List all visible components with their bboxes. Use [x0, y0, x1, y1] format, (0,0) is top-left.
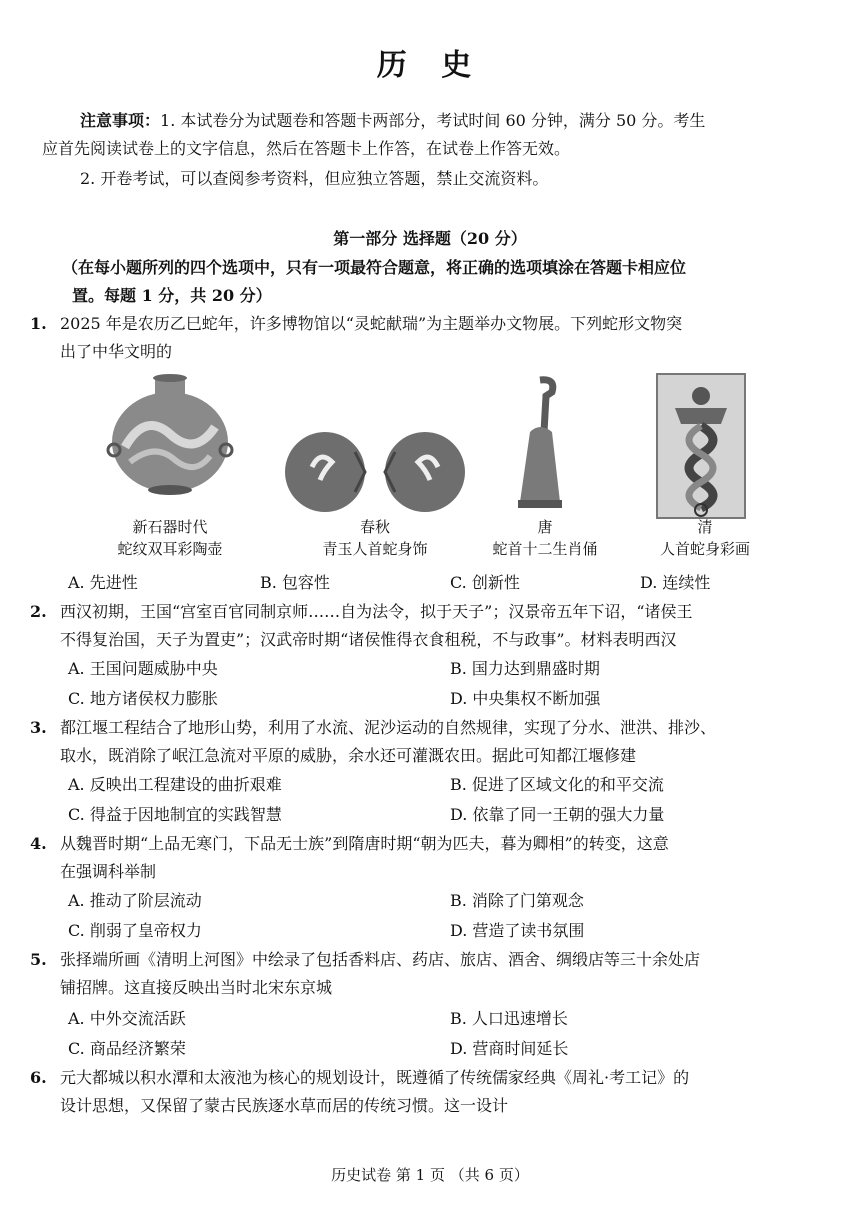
option-a[interactable]: A. 反映出工程建设的曲折艰难 [68, 775, 282, 794]
caption-period: 清 [697, 518, 713, 536]
option-b[interactable]: B. 促进了区域文化的和平交流 [450, 775, 664, 794]
artifact-caption-1 [60, 516, 280, 560]
question-number: 3. [30, 718, 47, 737]
zodiac-figurine-image [500, 372, 580, 512]
caption-name: 蛇纹双耳彩陶壶 [117, 540, 223, 558]
question-stem-cont: 在强调科举制 [60, 862, 157, 881]
serpent-painting-image [655, 372, 747, 520]
question-stem: 西汉初期，王国“宫室百官同制京师……自为法令，拟于天子”；汉景帝五年下诏，“诸侯王 [60, 602, 693, 621]
option-a[interactable]: A. 中外交流活跃 [68, 1009, 186, 1028]
caption-name: 人首蛇身彩画 [659, 540, 750, 558]
option-c[interactable]: C. 商品经济繁荣 [68, 1039, 186, 1058]
notice-item1a: 1. 本试卷分为试题卷和答题卡两部分，考试时间 60 分钟，满分 50 分。考生 [160, 111, 706, 130]
artifact-caption-2 [270, 516, 480, 560]
question-number: 6. [30, 1068, 47, 1087]
artifact-caption-4 [620, 516, 790, 560]
option-b[interactable]: B. 国力达到鼎盛时期 [450, 659, 600, 678]
option-d[interactable]: D. 中央集权不断加强 [450, 689, 601, 708]
question-stem-cont: 铺招牌。这直接反映出当时北宋东京城 [60, 978, 333, 997]
question-stem: 张择端所画《清明上河图》中绘录了包括香料店、药店、旅店、酒舍、绸缎店等三十余处店 [60, 950, 701, 969]
option-d[interactable]: D. 营商时间延长 [450, 1039, 569, 1058]
question-5 [30, 946, 830, 1002]
option-c[interactable]: C. 削弱了皇帝权力 [68, 921, 202, 940]
question-stem: 从魏晋时期“上品无寒门，下品无士族”到隋唐时期“朝为匹夫，暮为卿相”的转变，这意 [60, 834, 669, 853]
question-4 [30, 830, 830, 886]
option-a[interactable]: A. 先进性 [68, 573, 138, 592]
question-stem-cont: 不得复治国，天子为置吏”；汉武帝时期“诸侯惟得衣食租税，不与政事”。材料表明西汉 [60, 630, 677, 649]
caption-period: 唐 [537, 518, 553, 536]
question-number: 1. [30, 314, 47, 333]
question-3 [30, 714, 830, 770]
section-instruction-1: （在每小题所列的四个选项中，只有一项最符合题意，将正确的选项填涂在答题卡相应位 [62, 258, 687, 277]
artifact-figures [60, 372, 820, 572]
section-instruction-2: 置。每题 1 分，共 20 分） [72, 286, 272, 305]
question-6 [30, 1064, 830, 1120]
question-stem: 元大都城以积水潭和太液池为核心的规划设计，既遵循了传统儒家经典《周礼·考工记》的 [60, 1068, 690, 1087]
caption-period: 新石器时代 [132, 518, 208, 536]
notice-line-3: 2. 开卷考试，可以查阅参考资料，但应独立答题，禁止交流资料。 [80, 169, 549, 188]
option-d[interactable]: D. 依靠了同一王朝的强大力量 [450, 805, 665, 824]
question-1 [30, 310, 830, 366]
option-a[interactable]: A. 推动了阶层流动 [68, 891, 202, 910]
artifact-caption-3 [450, 516, 640, 560]
jade-ornament-image [280, 422, 470, 522]
page-footer: 历史试卷 第 1 页 （共 6 页） [331, 1166, 529, 1184]
page-title: 历 史 [376, 48, 484, 83]
question-number: 2. [30, 602, 47, 621]
option-c[interactable]: C. 地方诸侯权力膨胀 [68, 689, 218, 708]
question-number: 4. [30, 834, 47, 853]
option-d[interactable]: D. 连续性 [640, 573, 711, 592]
caption-name: 青玉人首蛇身饰 [322, 540, 428, 558]
option-a[interactable]: A. 王国问题威胁中央 [68, 659, 218, 678]
question-stem-cont: 出了中华文明的 [60, 342, 173, 361]
option-d[interactable]: D. 营造了读书氛围 [450, 921, 585, 940]
notice-label: 注意事项： [80, 111, 161, 130]
option-b[interactable]: B. 包容性 [260, 573, 330, 592]
section-title: 第一部分 选择题（20 分） [333, 229, 527, 248]
question-stem: 2025 年是农历乙巳蛇年，许多博物馆以“灵蛇献瑞”为主题举办文物展。下列蛇形文物突 [60, 314, 683, 333]
option-b[interactable]: B. 消除了门第观念 [450, 891, 584, 910]
question-stem: 都江堰工程结合了地形山势，利用了水流、泥沙运动的自然规律，实现了分水、泄洪、排沙、 [60, 718, 717, 737]
option-c[interactable]: C. 创新性 [450, 573, 520, 592]
notice-line-2: 应首先阅读试卷上的文字信息，然后在答题卡上作答，在试卷上作答无效。 [42, 139, 571, 158]
question-number: 5. [30, 950, 47, 969]
caption-period: 春秋 [359, 518, 390, 536]
pottery-jar-image [100, 372, 240, 502]
notice-line-1 [42, 108, 832, 134]
option-c[interactable]: C. 得益于因地制宜的实践智慧 [68, 805, 282, 824]
caption-name: 蛇首十二生肖俑 [492, 540, 598, 558]
question-stem-cont: 设计思想，又保留了蒙古民族逐水草而居的传统习惯。这一设计 [60, 1096, 509, 1115]
question-2 [30, 598, 830, 654]
option-b[interactable]: B. 人口迅速增长 [450, 1009, 568, 1028]
question-stem-cont: 取水，既消除了岷江急流对平原的威胁，余水还可灌溉农田。据此可知都江堰修建 [60, 746, 637, 765]
